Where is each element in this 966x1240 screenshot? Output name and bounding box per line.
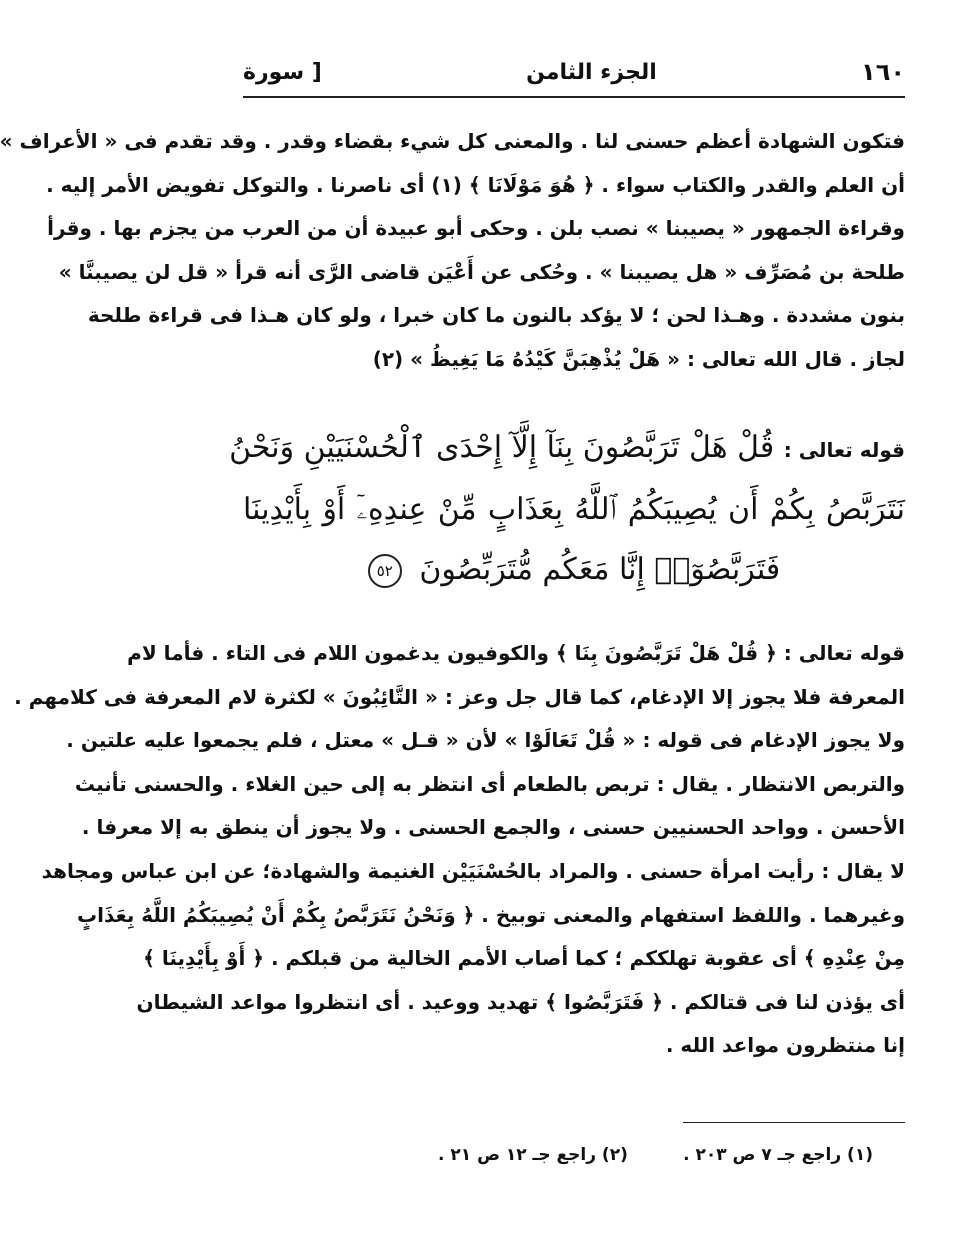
verse-line: نَتَرَبَّصُ بِكُمْ أَن يُصِيبَكُمُ ٱللَّهُ بِعَذَابٍ مِّنْ عِندِهِۦٓ أَوْ بِأَيْدِينَا <box>243 492 905 527</box>
paragraph-1 <box>0 120 905 382</box>
verse-line <box>229 418 905 480</box>
text-line: الأحسن . وواحد الحسنيين حسنى ، والجمع الحسنى . ولا يجوز أن ينطق به إلا معرفا . <box>81 815 905 840</box>
page-number: ١٦٠ <box>861 58 905 86</box>
verse-line <box>243 540 905 600</box>
text-line: قوله تعالى : ﴿ قُلْ هَلْ تَرَبَّصُونَ بِنَا ﴾ والكوفيون يدغمون اللام فى التاء . فأما لام <box>127 641 905 665</box>
footnote-rule <box>683 1122 905 1123</box>
surah-label: [ سورة <box>243 59 322 85</box>
page-header <box>243 50 905 94</box>
text-line: والتربص الانتظار . يقال : تربص بالطعام أى انتظر به إلى حين الغلاء . والحسنى تأنيث <box>74 771 905 796</box>
verse-intro: قوله تعالى : <box>783 438 905 462</box>
verse-text: فَتَرَبَّصُوٓا۟ إِنَّا مَعَكُم مُّتَرَبِّصُونَ <box>419 552 781 587</box>
footnote-1: (١) راجع جـ ٧ ص ٢٠٣ . <box>683 1145 873 1165</box>
text-line: المعرفة فلا يجوز إلا الإدغام، كما قال جل وعز : « التَّائِبُونَ » لكثرة لام المعرفة فى كلامهم . <box>14 684 905 709</box>
paragraph-2 <box>14 632 905 1068</box>
text-line: لا يقال : رأيت امرأة حسنى . والمراد بالحُسْنَيَيْن الغنيمة والشهادة؛ عن ابن عباس ومجاهد <box>41 858 905 883</box>
text-line: فتكون الشهادة أعظم حسنى لنا . والمعنى كل شيء بقضاء وقدر . وقد تقدم فى « الأعراف » <box>0 129 905 153</box>
text-line: وغيرهما . واللفظ استفهام والمعنى توبيخ . ﴿ وَنَحْنُ نَتَرَبَّصُ بِكُمْ أَنْ يُصِيبَكُمُ اللَّهُ بِعَذَابٍ <box>77 902 905 927</box>
verse-text: قُلْ هَلْ تَرَبَّصُونَ بِنَآ إِلَّآ إِحْدَى ٱلْحُسْنَيَيْنِ وَنَحْنُ <box>229 430 775 465</box>
text-line: أى يؤذن لنا فى قتالكم . ﴿ فَتَرَبَّصُوا ﴾ تهديد ووعيد . أى انتظروا مواعد الشيطان <box>136 989 905 1014</box>
text-line: طلحة بن مُصَرِّف « هل يصيبنا » . وحُكى عن أَعْيَن قاضى الرَّى أنه قرأ « قل لن يصيبنَّا » <box>58 259 905 284</box>
text-line: وقراءة الجمهور « يصيبنا » نصب بلن . وحكى أبو عبيدة أن من العرب من يجزم بها . وقرأ <box>47 216 905 241</box>
footnote-2: (٢) راجع جـ ١٢ ص ٢١ . <box>438 1145 628 1165</box>
footnotes <box>438 1145 873 1165</box>
text-line: بنون مشددة . وهـذا لحن ؛ لا يؤكد بالنون ما كان خبرا ، ولو كان هـذا فى قراءة طلحة <box>87 303 905 328</box>
text-line: لجاز . قال الله تعالى : « هَلْ يُذْهِبَنَّ كَيْدُهُ مَا يَغِيظُ » (٢) <box>372 346 905 371</box>
running-title: الجزء الثامن <box>526 59 657 85</box>
text-line: إنا منتظرون مواعد الله . <box>665 1033 905 1058</box>
text-line: أن العلم والقدر والكتاب سواء . ﴿ هُوَ مَوْلَانَا ﴾ (١) أى ناصرنا . والتوكل تفويض الأمر إليه . <box>46 172 905 197</box>
text-line: ولا يجوز الإدغام فى قوله : « قُلْ تَعَالَوْا » لأن « قـل » معتل ، فلم يجمعوا عليه علتين . <box>66 728 905 753</box>
quran-verse-block <box>229 418 905 600</box>
header-rule <box>243 96 905 98</box>
text-line: مِنْ عِنْدِهِ ﴾ أى عقوبة تهلككم ؛ كما أصاب الأمم الخالية من قبلكم . ﴿ أَوْ بِأَيْدِينَا ﴾ <box>143 946 905 971</box>
ayah-number-marker: ٥٢ <box>368 554 402 588</box>
